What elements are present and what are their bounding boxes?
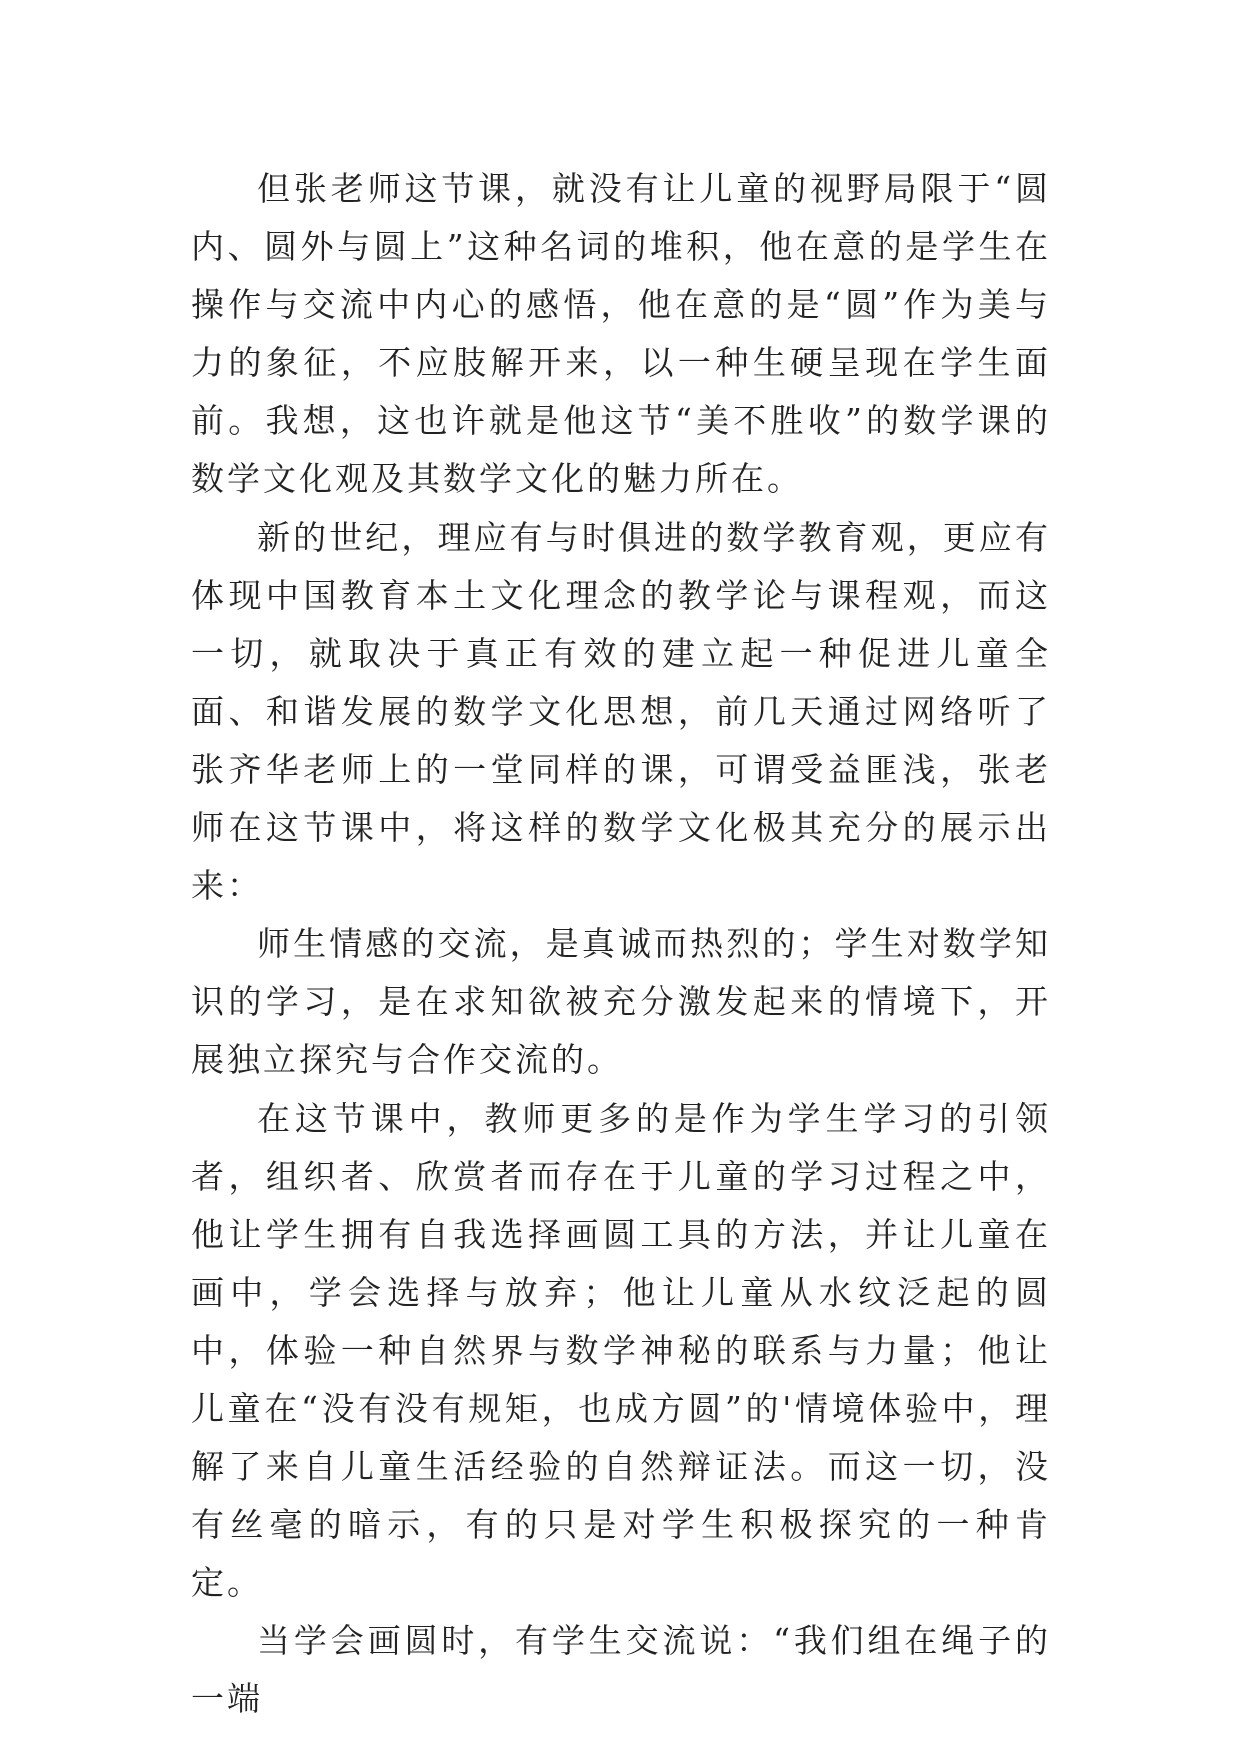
paragraph: 但张老师这节课，就没有让儿童的视野局限于“圆内、圆外与圆上”这种名词的堆积，他在意的是学生在操作与交流中内心的感悟，他在意的是“圆”作为美与力的象征，不应肢解开来，以一种生硬呈现在学生面前。我想，这也许就是他这节“美不胜收”的数学课的数学文化观及其数学文化的魅力所在。: [191, 169, 1051, 499]
document-body: [191, 160, 1051, 1729]
paragraph: 在这节课中，教师更多的是作为学生学习的引领者，组织者、欣赏者而存在于儿童的学习过程之中，他让学生拥有自我选择画圆工具的方法，并让儿童在画中，学会选择与放弃；他让儿童从水纹泛起的圆中，体验一种自然界与数学神秘的联系与力量；他让儿童在“没有没有规矩，也成方圆”的'情境体验中，理解了来自儿童生活经验的自然辩证法。而这一切，没有丝毫的暗示，有的只是对学生积极探究的一种肯定。: [191, 1098, 1051, 1603]
paragraph: 新的世纪，理应有与时俱进的数学教育观，更应有体现中国教育本土文化理念的教学论与课程观，而这一切，就取决于真正有效的建立起一种促进儿童全面、和谐发展的数学文化思想，前几天通过网络听了张齐华老师上的一堂同样的课，可谓受益匪浅，张老师在这节课中，将这样的数学文化极其充分的展示出来：: [191, 517, 1051, 906]
paragraph: 当学会画圆时，有学生交流说：“我们组在绳子的一端: [191, 1621, 1051, 1719]
paragraph: 师生情感的交流，是真诚而热烈的；学生对数学知识的学习，是在求知欲被充分激发起来的情境下，开展独立探究与合作交流的。: [191, 924, 1051, 1080]
